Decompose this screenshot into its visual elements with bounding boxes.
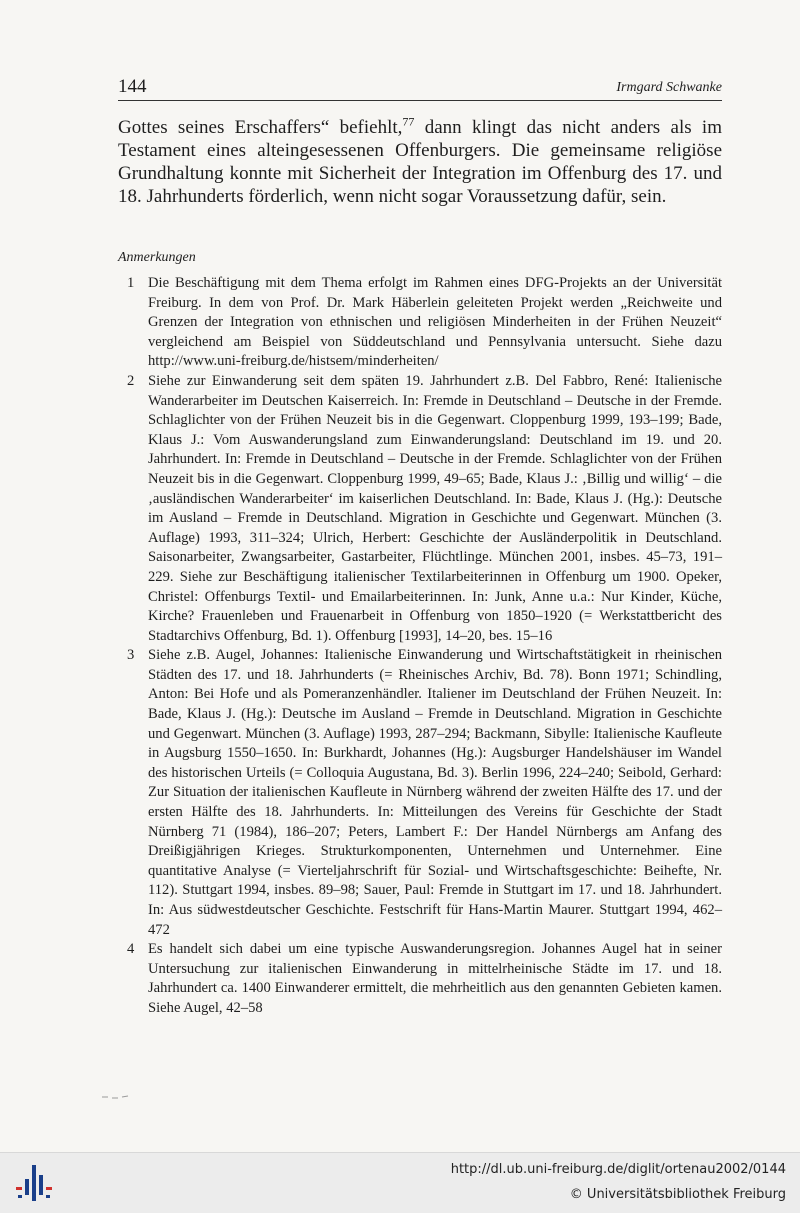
permalink-url[interactable]: http://dl.ub.uni-freiburg.de/diglit/ortenau2002/0144 [450,1162,786,1177]
note-text: Es handelt sich dabei um eine typische Auswanderungsregion. Johannes Augel hat in seiner Untersuchung zur italienischen Einwanderung in mittelrheinische Städte im 17. und 18. Jahrhundert ca. 1400 Einwanderer ermittelt, die mehrheitlich aus den genannten Gebieten kamen. Siehe Augel, 42–58 [148,941,722,1016]
note-number: 4 [127,941,135,958]
note-text: Siehe z.B. Augel, Johannes: Italienische Einwanderung und Wirtschaftstätigkeit in rheinischen Städten des 17. und 18. Jahrhunderts (= Rheinisches Archiv, Bd. 78). Bonn 1971; Schindling, Anton: Bei Hofe und als Pomeranzenhändler. Italiener im Deutschland der Frühen Neuzeit. In: Bade, Klaus J. (Hg.): Deutsche im Ausland – Fremde in Deutschland. Migration in Geschichte und Gegenwart. München (3. Auflage) 1993, 287–294; Backmann, Sibylle: Italienische Kaufleute in Augsburg 1550–1650. In: Burkhardt, Johannes (Hg.): Augsburger Handelshäuser im Wandel des historischen Urteils (= Colloquia Augustana, Bd. 3). Berlin 1996, 224–240; Seibold, Gerhard: Zur Situation der italienischen Kaufleute in Nürnberg während der zweiten Hälfte des 17. und der ersten Hälfte des 18. Jahrhunderts. In: Mitteilungen des Vereins für Geschichte der Stadt Nürnberg 71 (1984), 186–207; Peters, Lambert F.: Der Handel Nürnbergs am Anfang des Dreißigjährigen Krieges. Strukturkomponenten, Unternehmen und Unternehmer. Eine quantitative Analyse (= Vierteljahrschrift für Sozial- und Wirtschaftsgeschichte: Beihefte, Nr. 112). Stuttgart 1994, insbes. 89–98; Sauer, Paul: Fremde in Stuttgart im 17. und 18. Jahrhundert. In: Aus südwestdeutscher Geschichte. Festschrift für Hans-Martin Maurer. Stuttgart 1994, 462–472 [148,647,722,938]
note-text: Siehe zur Einwanderung seit dem späten 19. Jahrhundert z.B. Del Fabbro, René: Italienische Wanderarbeiter im Deutschen Kaiserreich. In: Fremde in Deutschland – Deutsche in der Fremde. Schlaglichter von der Frühen Neuzeit bis in die Gegenwart. Cloppenburg 1999, 193–199; Bade, Klaus J.: Vom Auswanderungsland zum Einwanderungsland: Deutschland im 19. und 20. Jahrhundert. In: Fremde in Deutschland – Deutsche in der Fremde. Schlaglichter von der Frühen Neuzeit bis in die Gegenwart. Cloppenburg 1999, 49–65; Bade, Klaus J.: ‚Billig und willig‘ – die ‚ausländischen Wanderarbeiter‘ im kaiserlichen Deutschland. In: Bade, Klaus J. (Hg.): Deutsche im Ausland – Fremde in Deutschland. Migration in Geschichte und Gegenwart. München (3. Auflage) 1993, 311–324; Ulrich, Herbert: Geschichte der Ausländerpolitik in Deutschland. Saisonarbeiter, Zwangsarbeiter, Gastarbeiter, Flüchtlinge. München 2001, insbes. 45–73, 191–229. Siehe zur Beschäftigung italienischer Textilarbeiterinnen in Offenburg um 1900. Opeker, Christel: Offenburgs Textil- und Emailarbeiterinnen. In: Junk, Anne u.a.: Nur Kinder, Küche, Kirche? Frauenleben und Frauenarbeit in Offenburg von 1850–1920 (= Werkstattbericht des Stadtarchivs Offenburg, Bd. 1). Offenburg [1993], 14–20, bes. 15–16 [148,372,722,644]
body-paragraph [118,116,722,208]
note-number: 3 [127,647,135,664]
note-item [118,646,722,940]
note-number: 1 [127,275,135,291]
body-text-part: dann klingt das nicht anders als im Testament eines alteingesessenen Offenburgers. Die gemeinsame religiöse Grundhaltung konnte mit Sicherheit der Integration im Offenburg des 17. und 18. Jahrhunderts förderlich, wenn nicht sogar Voraussetzung dafür, sein. [118,117,722,207]
scan-artifact [100,1092,130,1100]
notes-heading: Anmerkungen [118,250,196,265]
note-number: 2 [127,372,135,389]
body-text-part: Gottes seines Erschaffers“ befiehlt, [118,117,403,138]
note-item [118,940,722,1018]
notes-list [118,274,722,1019]
page-header [118,78,722,101]
running-head: Irmgard Schwanke [616,80,722,95]
note-text: Die Beschäftigung mit dem Thema erfolgt im Rahmen eines DFG-Projekts an der Universität Freiburg. In dem von Prof. Dr. Mark Häberlein geleiteten Projekt werden „Reichweite und Grenzen der Integration von ethnischen und religiösen Minderheiten in der Frühen Neuzeit“ vergleichend am Beispiel von Süddeutschland und Pennsylvania untersucht. Siehe dazu http://www.uni-freiburg.de/histsem/minderheiten/ [148,275,722,370]
footnote-reference[interactable]: 77 [402,114,415,129]
note-item [118,372,722,646]
copyright-notice: © Universitätsbibliothek Freiburg [569,1187,786,1202]
note-item [118,274,722,372]
page-number: 144 [118,76,147,97]
viewer-footer [0,1152,800,1213]
ub-freiburg-logo-icon [14,1161,54,1205]
